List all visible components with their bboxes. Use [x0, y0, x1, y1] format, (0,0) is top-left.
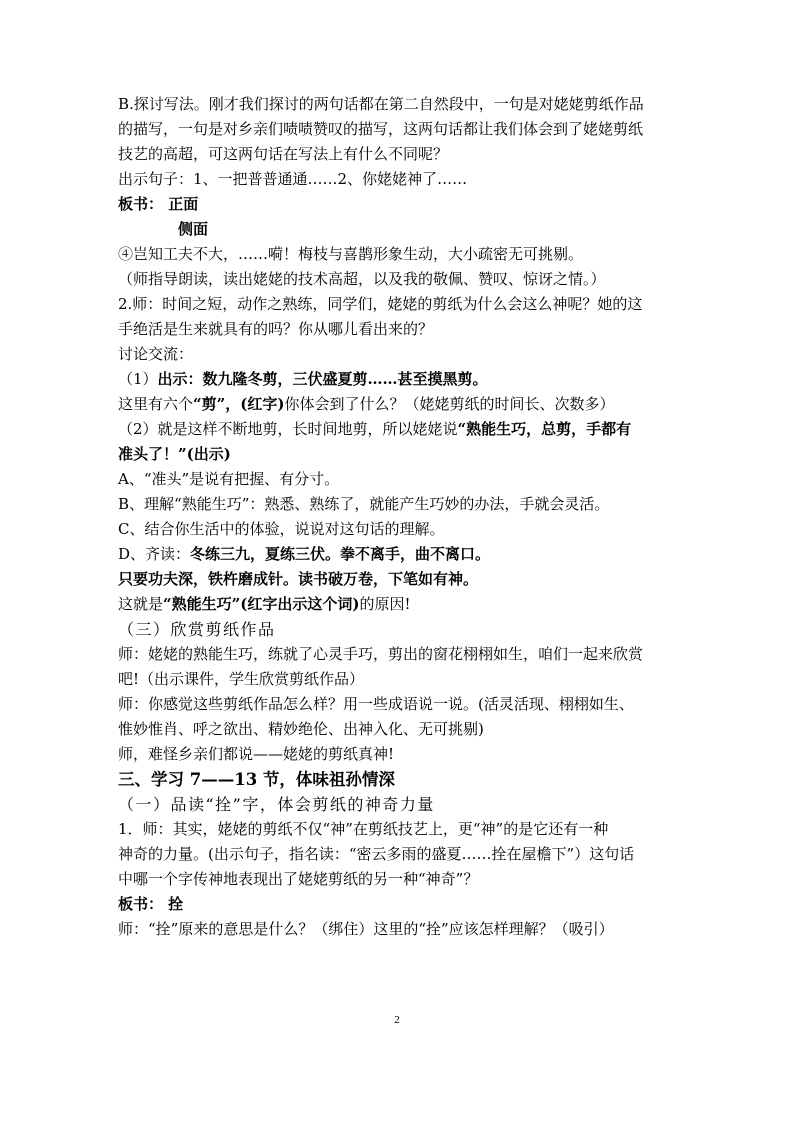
paragraph-line: （2）就是这样不断地剪，长时间地剪，所以姥姥说“熟能生巧，总剪，手都有 — [118, 420, 632, 438]
paragraph-line: 惟妙惟肖、呼之欲出、精妙绝伦、出神入化、无可挑剔) — [118, 720, 484, 738]
paragraph-line: A、“准头”是说有把握、有分寸。 — [118, 470, 340, 488]
paragraph-line: 师：“拴”原来的意思是什么？（绑住）这里的“拴”应该怎样理解？（吸引） — [118, 920, 614, 938]
blackboard-note: 侧面 — [178, 220, 209, 238]
paragraph-line: （1）出示：数九隆冬剪，三伏盛夏剪……甚至摸黑剪。 — [118, 370, 488, 388]
paragraph-line: ④岂知工夫不大，……嗬！梅枝与喜鹊形象生动，大小疏密无可挑剔。 — [118, 245, 584, 263]
paragraph-line: 只要功夫深，铁杵磨成针。读书破万卷，下笔如有神。 — [118, 570, 479, 588]
subsection-heading: （一）品读“拴”字，体会剪纸的神奇力量 — [118, 795, 435, 814]
paragraph-line: B.探讨写法。刚才我们探讨的两句话都在第二自然段中，一句是对姥姥剪纸作品 — [118, 95, 644, 113]
paragraph-line: （师指导朗读，读出姥姥的技术高超，以及我的敬佩、赞叹、惊讶之情。） — [118, 270, 606, 288]
paragraph-line: D、齐读：冬练三九，夏练三伏。拳不离手，曲不离口。 — [118, 545, 491, 563]
paragraph-line: C、结合你生活中的体验，说说对这句话的理解。 — [118, 520, 445, 538]
paragraph-line: 准头了！”(出示) — [118, 445, 231, 463]
paragraph-line: 出示句子：1、一把普普通通……2、你姥姥神了…… — [118, 170, 468, 188]
paragraph-line: 的描写，一句是对乡亲们啧啧赞叹的描写，这两句话都让我们体会到了姥姥剪纸 — [118, 120, 644, 138]
paragraph-line: 中哪一个字传神地表现出了姥姥剪纸的另一种“神奇”？ — [118, 870, 479, 888]
section-heading: 三、学习 7——13 节，体味祖孙情深 — [118, 770, 395, 789]
page-number: 2 — [394, 1014, 400, 1026]
paragraph-line: 1．师：其实，姥姥的剪纸不仅“神”在剪纸技艺上，更“神”的是它还有一种 — [118, 820, 609, 838]
subsection-heading: （三）欣赏剪纸作品 — [118, 620, 276, 639]
paragraph-line: 师：你感觉这些剪纸作品怎么样？用一些成语说一说。(活灵活现、栩栩如生、 — [118, 695, 634, 713]
blackboard-note: 板书： 拴 — [118, 895, 184, 913]
paragraph-line: 讨论交流： — [118, 345, 194, 363]
paragraph-line: 技艺的高超，可这两句话在写法上有什么不同呢？ — [118, 145, 449, 163]
paragraph-line: 这里有六个“剪”，(红字)你体会到了什么？（姥姥剪纸的时间长、次数多） — [118, 395, 615, 413]
paragraph-line: 神奇的力量。(出示句子，指名读：“密云多雨的盛夏……拴在屋檐下”）这句话 — [118, 845, 635, 863]
paragraph-line: 这就是“熟能生巧”(红字出示这个词)的原因! — [118, 595, 411, 613]
paragraph-line: 师，难怪乡亲们都说——姥姥的剪纸真神! — [118, 745, 395, 763]
document-body — [118, 92, 688, 942]
paragraph-line: 2.师：时间之短，动作之熟练，同学们，姥姥的剪纸为什么会这么神呢？她的这 — [118, 295, 643, 313]
paragraph-line: 吧!（出示课件，学生欣赏剪纸作品） — [118, 670, 365, 688]
paragraph-line: B、理解“熟能生巧”：熟悉、熟练了，就能产生巧妙的办法，手就会灵活。 — [118, 495, 610, 513]
blackboard-note: 板书： 正面 — [118, 195, 199, 213]
paragraph-line: 师：姥姥的熟能生巧，练就了心灵手巧，剪出的窗花栩栩如生，咱们一起来欣赏 — [118, 645, 644, 663]
paragraph-line: 手绝活是生来就具有的吗？你从哪儿看出来的？ — [118, 320, 434, 338]
